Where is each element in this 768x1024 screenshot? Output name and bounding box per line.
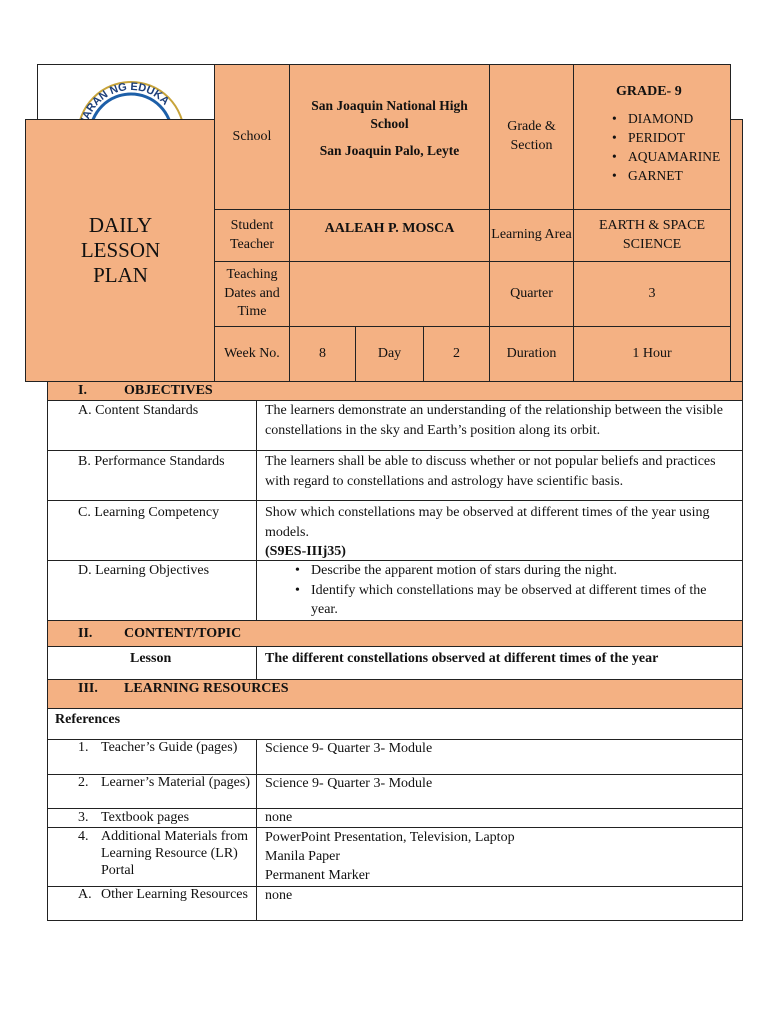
quarter-label: Quarter: [510, 285, 553, 301]
resource-value-cell: [256, 774, 743, 809]
learning-objectives-list: [291, 561, 736, 620]
dlp-title-line2: LESSON: [80, 237, 161, 262]
content-standards-text: The learners demonstrate an understanding of the relationship between the visible constellations in the sky and Earth’s position along its orbit.: [265, 403, 723, 438]
section-item: • DIAMOND: [628, 109, 720, 128]
lesson-label-cell: [47, 646, 257, 680]
resource-label: Additional Materials from Learning Resource (LR) Portal: [101, 829, 248, 878]
week-value-cell: [289, 326, 356, 382]
section-item: • AQUAMARINE: [628, 147, 720, 166]
deped-seal-icon: [38, 65, 214, 119]
objectives-title: OBJECTIVES: [124, 383, 213, 398]
resource-label-cell: [47, 739, 257, 775]
references-label: References: [55, 712, 121, 727]
duration-value-cell: [573, 326, 731, 382]
resource-num: 2.: [78, 775, 89, 790]
day-label-cell: [355, 326, 424, 382]
resource-value-cell: [256, 808, 743, 828]
resource-value: Science 9- Quarter 3- Module: [265, 741, 433, 756]
school-label-cell: [214, 64, 290, 210]
resource-value: none: [265, 810, 293, 825]
competency-label-cell: [47, 500, 257, 561]
day-label: Day: [377, 345, 402, 361]
grade-title: GRADE- 9: [616, 84, 682, 99]
competency-label: C. Learning Competency: [78, 505, 220, 520]
resource-label: Teacher’s Guide (pages): [101, 740, 238, 755]
section-item: • GARNET: [628, 166, 720, 185]
resources-num: III.: [78, 681, 98, 696]
grade-section-label: Grade & Section: [507, 119, 556, 153]
resource-label: Learner’s Material (pages): [101, 775, 250, 790]
content-num: II.: [78, 625, 93, 641]
resource-label: Textbook pages: [101, 810, 190, 825]
grade-section-label-cell: [489, 64, 574, 210]
resource-num: 3.: [78, 810, 89, 825]
teaching-dates-label-cell: [214, 261, 290, 327]
week-label: Week No.: [224, 345, 280, 361]
learning-area-value-cell: [573, 209, 731, 262]
resource-value: Science 9- Quarter 3- Module: [265, 776, 433, 791]
resource-label-cell: [47, 827, 257, 887]
duration-value: 1 Hour: [632, 345, 672, 361]
resource-value-cell: [256, 739, 743, 775]
resource-label-cell: [47, 808, 257, 828]
dlp-title-cell: [25, 119, 215, 382]
content-standards-label: A. Content Standards: [78, 403, 199, 418]
teaching-dates-value-cell: [289, 261, 490, 327]
duration-label: Duration: [506, 345, 557, 361]
week-label-cell: [214, 326, 290, 382]
section-item: • PERIDOT: [628, 128, 720, 147]
lesson-cell: [256, 646, 743, 680]
resources-heading: [47, 679, 743, 709]
objectives-num: I.: [78, 383, 87, 398]
content-title: CONTENT/TOPIC: [124, 625, 242, 641]
competency-code: (S9ES-IIIj35): [265, 544, 346, 560]
duration-label-cell: [489, 326, 574, 382]
dlp-title-line1: DAILY: [88, 212, 153, 237]
day-value: 2: [453, 345, 460, 361]
logo-text: ARAN NG EDUKA: [80, 80, 172, 119]
resource-value-cell: [256, 827, 743, 887]
content-heading: [47, 620, 743, 647]
section-list: [594, 109, 720, 185]
week-value: 8: [319, 345, 326, 361]
school-label: School: [232, 128, 272, 144]
competency-text: Show which constellations may be observed at different times of the year using models.: [265, 505, 710, 540]
lesson-text: The different constellations observed at different times of the year: [265, 651, 659, 666]
school-name: San Joaquin National High School: [311, 98, 468, 131]
learning-objectives-label: D. Learning Objectives: [78, 563, 210, 578]
competency-cell: [256, 500, 743, 561]
resource-num: 1.: [78, 740, 89, 755]
resource-num: A.: [78, 887, 92, 902]
student-teacher-label-cell: [214, 209, 290, 262]
resource-value: none: [265, 888, 293, 903]
learning-objectives-cell: [256, 560, 743, 621]
learning-area-label-cell: [489, 209, 574, 262]
performance-standards-cell: [256, 450, 743, 501]
learning-area-value: EARTH & SPACE SCIENCE: [599, 217, 705, 252]
content-standards-cell: [256, 400, 743, 451]
quarter-label-cell: [489, 261, 574, 327]
school-name-cell: [289, 64, 490, 210]
logo-area: [38, 65, 214, 119]
resource-label-cell: [47, 774, 257, 809]
learning-objectives-label-cell: [47, 560, 257, 621]
student-teacher-name-cell: [289, 209, 490, 262]
day-value-cell: [423, 326, 490, 382]
quarter-value: 3: [648, 285, 656, 301]
quarter-value-cell: [573, 261, 731, 327]
resources-title: LEARNING RESOURCES: [124, 681, 289, 696]
learning-objective-item: • Describe the apparent motion of stars during the night.: [311, 561, 736, 581]
school-address: San Joaquin Palo, Leyte: [319, 143, 460, 159]
resource-value-cell: [256, 886, 743, 921]
lesson-label: Lesson: [130, 651, 172, 666]
content-standards-label-cell: [47, 400, 257, 451]
resource-value-line: Permanent Marker: [265, 868, 370, 883]
learning-area-label: Learning Area: [491, 227, 572, 243]
student-teacher-name: AALEAH P. MOSCA: [324, 221, 455, 236]
resource-num: 4.: [78, 829, 89, 844]
svg-text:WARAN NG EDUKA: [77, 81, 171, 119]
dlp-title-line3: PLAN: [93, 263, 148, 288]
grade-cell: [573, 64, 731, 210]
student-teacher-label: Student Teacher: [229, 217, 275, 252]
objectives-heading: [47, 381, 743, 401]
teaching-dates-label: Teaching Dates and Time: [224, 266, 280, 320]
resource-value-line: Manila Paper: [265, 849, 341, 864]
performance-standards-text: The learners shall be able to discuss whether or not popular beliefs and practices with regard to constellations and astrology have scientific basis.: [265, 454, 716, 489]
references-row: [47, 708, 743, 740]
performance-standards-label: B. Performance Standards: [78, 454, 225, 469]
resource-label: Other Learning Resources: [101, 887, 248, 902]
performance-standards-label-cell: [47, 450, 257, 501]
resource-value-line: PowerPoint Presentation, Television, Laptop: [265, 830, 515, 845]
resource-label-cell: [47, 886, 257, 921]
right-orange-strip: [731, 119, 743, 382]
learning-objective-item: • Identify which constellations may be observed at different times of the year.: [311, 581, 736, 620]
